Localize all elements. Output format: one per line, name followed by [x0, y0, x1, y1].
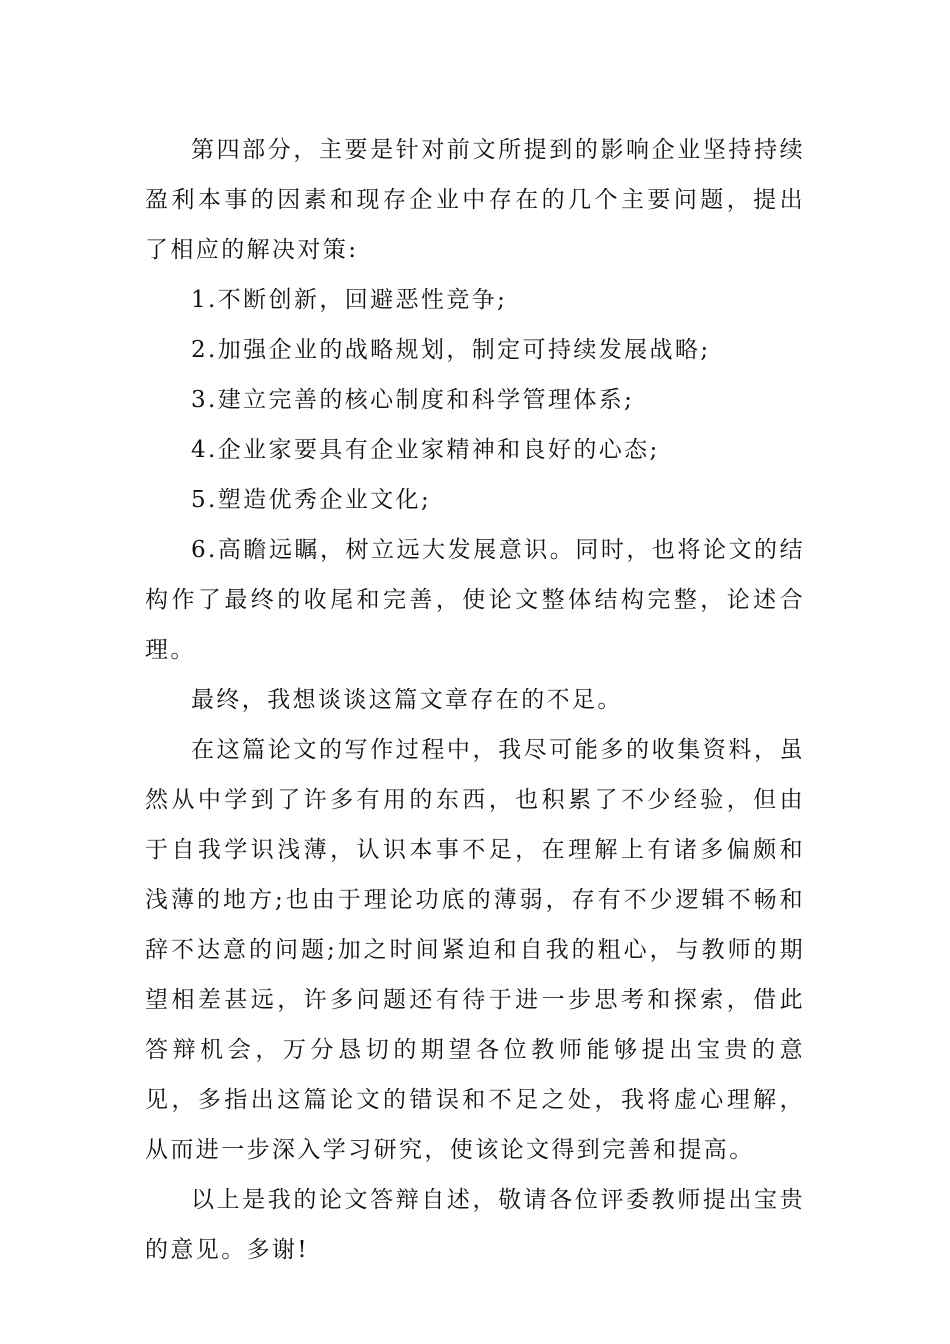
paragraph-part-four: 第四部分，主要是针对前文所提到的影响企业坚持持续盈利本事的因素和现存企业中存在的几个主要问题，提出了相应的解决对策:	[145, 137, 805, 263]
paragraph-closing: 以上是我的论文答辩自述，敬请各位评委教师提出宝贵的意见。多谢!	[145, 1187, 805, 1263]
list-item-2: 2.加强企业的战略规划，制定可持续发展战略;	[191, 337, 711, 363]
list-item-4: 4.企业家要具有企业家精神和良好的心态;	[191, 437, 660, 463]
paragraph-shortcomings: 在这篇论文的写作过程中，我尽可能多的收集资料，虽然从中学到了许多有用的东西，也积累了不少经验，但由于自我学识浅薄，认识本事不足，在理解上有诸多偏颇和浅薄的地方;也由于理论功底的薄弱，存有不少逻辑不畅和辞不达意的问题;加之时间紧迫和自我的粗心，与教师的期望相差甚远，许多问题还有待于进一步思考和探索，借此答辩机会，万分恳切的期望各位教师能够提出宝贵的意见，多指出这篇论文的错误和不足之处，我将虚心理解，从而进一步深入学习研究，使该论文得到完善和提高。	[145, 737, 805, 1163]
list-item-1: 1.不断创新，回避恶性竞争;	[191, 287, 508, 313]
list-item-6: 6.高瞻远瞩，树立远大发展意识。同时，也将论文的结构作了最终的收尾和完善，使论文整体结构完整，论述合理。	[145, 537, 805, 663]
list-item-3: 3.建立完善的核心制度和科学管理体系;	[191, 387, 635, 413]
list-item-5: 5.塑造优秀企业文化;	[191, 487, 432, 513]
document-body	[145, 125, 805, 1275]
paragraph-shortcomings-intro: 最终，我想谈谈这篇文章存在的不足。	[191, 687, 623, 713]
